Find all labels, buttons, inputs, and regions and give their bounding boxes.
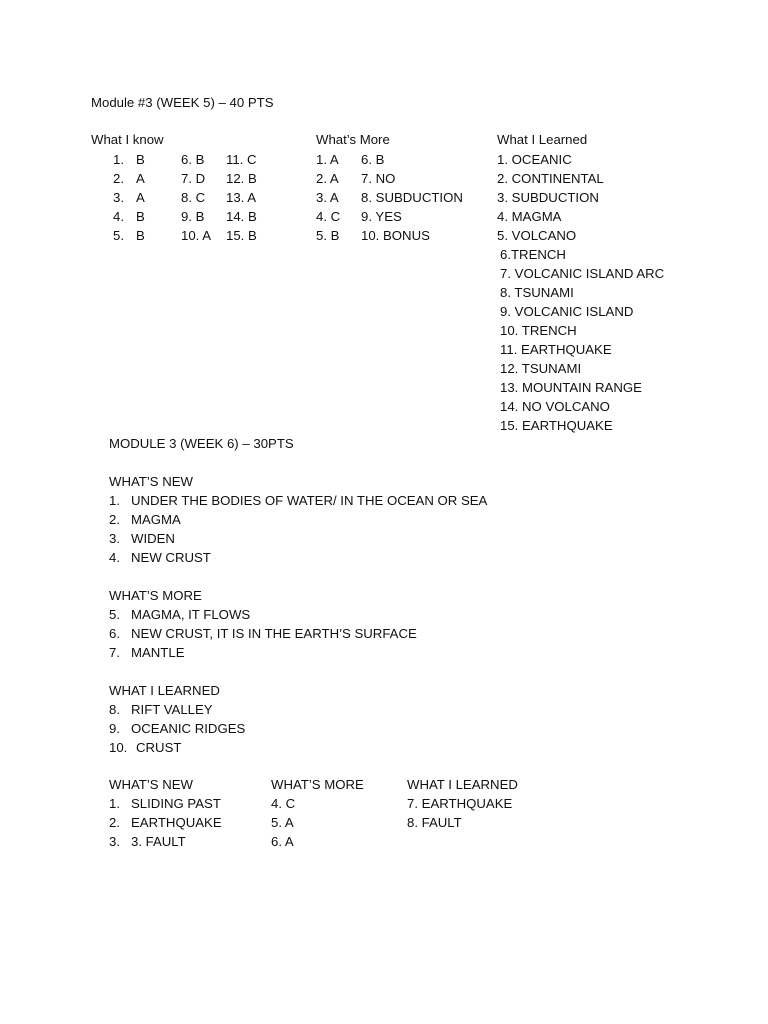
list-item: 3. FAULT [131,834,186,849]
answer-item: 11. C [226,152,257,167]
list-item: NEW CRUST, IT IS IN THE EARTH’S SURFACE [131,626,417,641]
list-number: 1. [109,796,120,811]
list-number: 3. [109,834,120,849]
answer-item: 3. SUBDUCTION [497,190,599,205]
answer-item: 10. TRENCH [500,323,577,338]
answer-item: 14. B [226,209,257,224]
answer-value: B [136,209,145,224]
answer-value: B [136,228,145,243]
answer-item: 5. VOLCANO [497,228,577,243]
answer-number: 3. [113,190,124,205]
answer-item: 13. MOUNTAIN RANGE [500,380,642,395]
list-number: 7. [109,645,120,660]
answer-value: A [136,190,145,205]
list-item: WIDEN [131,531,175,546]
whats-more-heading: WHAT’S MORE [109,588,202,603]
answer-item: 3. A [316,190,339,205]
list-number: 8. [109,702,120,717]
module-week6-title: MODULE 3 (WEEK 6) – 30PTS [109,436,294,451]
answer-item: 4. MAGMA [497,209,562,224]
list-item: CRUST [136,740,182,755]
list-number: 4. [109,550,120,565]
answer-item: 12. B [226,171,257,186]
answer-item: 9. VOLCANIC ISLAND [500,304,634,319]
answer-item: 12. TSUNAMI [500,361,582,376]
answer-item: 7. VOLCANIC ISLAND ARC [500,266,665,281]
list-number: 2. [109,512,120,527]
list-item: 4. C [271,796,296,811]
whats-more-heading: What’s More [316,132,390,147]
answer-item: 1. OCEANIC [497,152,572,167]
answer-item: 14. NO VOLCANO [500,399,610,414]
answer-item: 7. D [181,171,206,186]
answer-item: 4. C [316,209,341,224]
list-item: SLIDING PAST [131,796,221,811]
answer-number: 4. [113,209,124,224]
answer-item: 2. CONTINENTAL [497,171,604,186]
answer-number: 1. [113,152,124,167]
answer-item: 13. A [226,190,257,205]
list-item: 6. A [271,834,294,849]
answer-item: 6. B [361,152,385,167]
answer-value: A [136,171,145,186]
list-item: MANTLE [131,645,185,660]
answer-item: 9. YES [361,209,402,224]
answer-number: 2. [113,171,124,186]
list-number: 10. [109,740,128,755]
answer-item: 6.TRENCH [500,247,566,262]
whats-new-heading: WHAT’S NEW [109,474,193,489]
list-item: 8. FAULT [407,815,462,830]
answer-item: 9. B [181,209,205,224]
list-number: 2. [109,815,120,830]
list-number: 6. [109,626,120,641]
whats-new-heading: WHAT’S NEW [109,777,193,792]
answer-item: 11. EARTHQUAKE [500,342,612,357]
answer-item: 10. BONUS [361,228,430,243]
answer-item: 8. C [181,190,206,205]
list-number: 3. [109,531,120,546]
list-item: RIFT VALLEY [131,702,213,717]
list-item: MAGMA [131,512,181,527]
what-i-learned-heading: WHAT I LEARNED [109,683,220,698]
whats-more-heading: WHAT’S MORE [271,777,364,792]
list-number: 1. [109,493,120,508]
answer-item: 8. TSUNAMI [500,285,574,300]
answer-value: B [136,152,145,167]
answer-item: 1. A [316,152,339,167]
answer-item: 15. EARTHQUAKE [500,418,613,433]
list-number: 9. [109,721,120,736]
list-item: 7. EARTHQUAKE [407,796,513,811]
list-item: MAGMA, IT FLOWS [131,607,251,622]
answer-item: 8. SUBDUCTION [361,190,463,205]
answer-item: 7. NO [361,171,396,186]
answer-item: 2. A [316,171,339,186]
answer-item: 15. B [226,228,257,243]
what-i-learned-heading: What I Learned [497,132,588,147]
answer-item: 6. B [181,152,205,167]
list-item: EARTHQUAKE [131,815,222,830]
what-i-learned-heading: WHAT I LEARNED [407,777,518,792]
answer-item: 10. A [181,228,212,243]
answer-number: 5. [113,228,124,243]
list-number: 5. [109,607,120,622]
list-item: 5. A [271,815,294,830]
answer-item: 5. B [316,228,340,243]
module-week5-title: Module #3 (WEEK 5) – 40 PTS [91,95,274,110]
what-i-know-heading: What I know [91,132,164,147]
list-item: OCEANIC RIDGES [131,721,246,736]
list-item: UNDER THE BODIES OF WATER/ IN THE OCEAN OR SEA [131,493,488,508]
list-item: NEW CRUST [131,550,211,565]
